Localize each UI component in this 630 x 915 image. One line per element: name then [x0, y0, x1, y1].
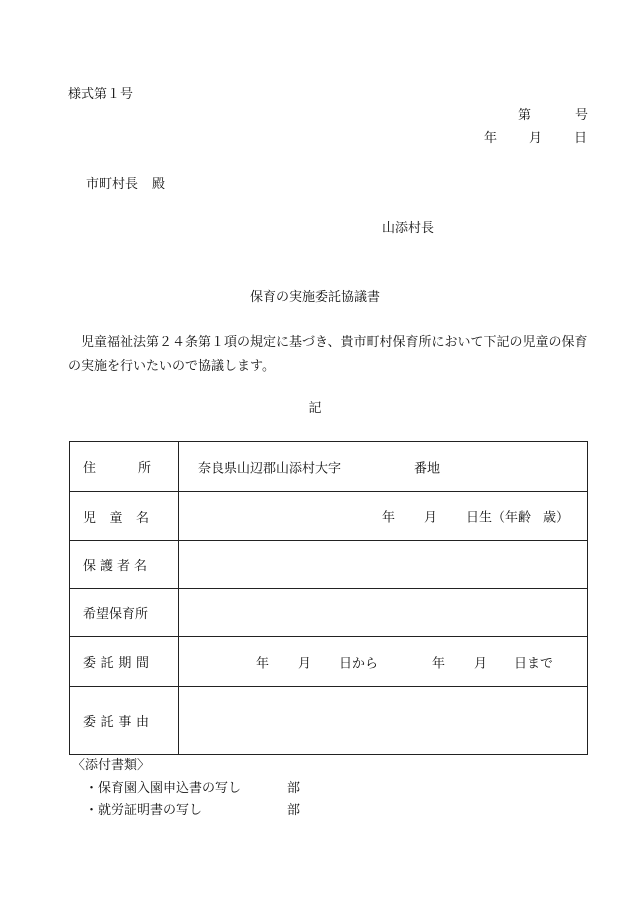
period-from-day: 日から [339, 656, 379, 671]
child-value-cell[interactable] [179, 492, 588, 541]
row-period [70, 637, 588, 687]
addressee-name: 市町村長 [86, 177, 139, 192]
attachment-item [85, 781, 300, 797]
attachments-title: 〈添付書類〉 [72, 758, 151, 773]
addressee [86, 177, 165, 193]
number-dai: 第 [518, 108, 532, 123]
nursery-value-cell[interactable] [179, 589, 588, 637]
guardian-value-cell[interactable] [179, 541, 588, 589]
period-to-day: 日まで [514, 656, 554, 671]
document-title: 保育の実施委託協議書 [249, 290, 380, 305]
attachment-unit: 部 [287, 803, 301, 818]
period-from-year: 年 [256, 656, 270, 671]
label-nursery: 希望保育所 [70, 589, 179, 637]
period-to-month: 月 [474, 656, 488, 671]
ki-heading: 記 [308, 401, 322, 416]
body-paragraph: 児童福祉法第２４条第１項の規定に基づき、貴市町村保育所において下記の児童の保育の実施を行いたいので協議します。 [68, 335, 588, 374]
row-address [70, 442, 588, 492]
child-birth-year: 年 [382, 510, 396, 526]
attachment-item [85, 803, 300, 819]
label-period: 委 託 期 間 [70, 637, 179, 687]
reason-value-cell[interactable] [179, 687, 588, 755]
period-from-month: 月 [298, 656, 312, 671]
document-date [484, 131, 587, 147]
label-reason: 委 託 事 由 [70, 687, 179, 755]
sender: 山添村長 [382, 221, 435, 236]
row-nursery [70, 589, 588, 637]
child-age: 歳） [543, 510, 570, 526]
period-to-year: 年 [432, 656, 446, 671]
child-birth-month: 月 [424, 510, 438, 526]
addressee-honorific: 殿 [152, 177, 166, 192]
number-go: 号 [575, 108, 589, 123]
attachment-name: ・保育園入園申込書の写し [85, 781, 242, 796]
info-table [69, 441, 588, 755]
date-year: 年 [484, 131, 498, 146]
child-birth-day: 日生（年齢 [466, 510, 532, 526]
address-banchi: 番地 [414, 461, 441, 476]
form-number: 様式第１号 [68, 87, 134, 102]
row-guardian [70, 541, 588, 589]
label-guardian: 保護者名 [70, 541, 179, 589]
row-reason [70, 687, 588, 755]
label-address: 住 所 [70, 442, 179, 492]
document-number [518, 108, 588, 124]
attachment-name: ・就労証明書の写し [85, 803, 203, 818]
date-month: 月 [529, 131, 543, 146]
period-value-cell[interactable] [179, 637, 588, 687]
label-child: 児 童 名 [70, 492, 179, 541]
address-value-cell[interactable] [179, 442, 588, 492]
date-day: 日 [574, 131, 588, 146]
attachment-unit: 部 [287, 781, 301, 796]
row-child [70, 492, 588, 541]
address-prefix: 奈良県山辺郡山添村大字 [198, 461, 342, 476]
